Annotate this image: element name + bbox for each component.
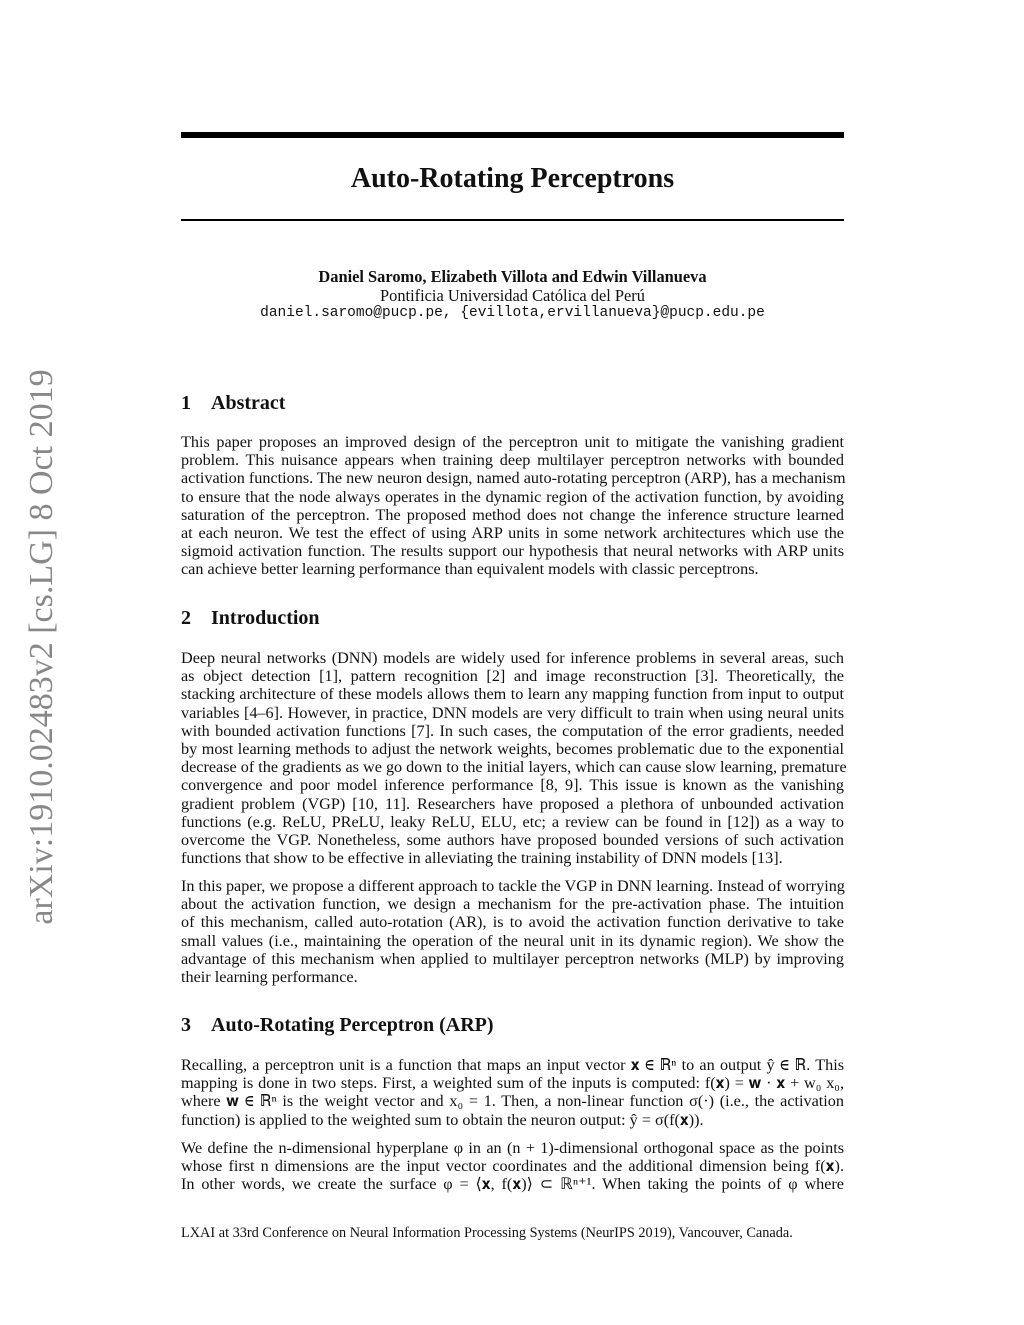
- section-title: Auto-Rotating Perceptron (ARP): [211, 1014, 494, 1036]
- text-line: mapping is done in two steps. First, a weighted sum of the inputs is computed: f(𝐱) = 𝐰 · 𝐱 + w₀ x₀,: [181, 1074, 844, 1093]
- text-line: whose first n dimensions are the input vector coordinates and the additional dimension being f(𝐱).: [181, 1157, 844, 1176]
- text-line: where 𝐰 ∈ ℝⁿ is the weight vector and x₀ = 1. Then, a non-linear function σ(·) (i.e., the activation: [181, 1092, 844, 1111]
- paragraph: [181, 1139, 844, 1194]
- text-line: advantage of this mechanism when applied to multilayer perceptron networks (MLP) by improving: [181, 949, 844, 968]
- affiliation: Pontificia Universidad Católica del Perú: [380, 286, 645, 305]
- text-line: at each neuron. We test the effect of using ARP units in some network architectures which use the: [181, 523, 844, 542]
- section-number: 3: [181, 1014, 191, 1036]
- text-line: their learning performance.: [181, 967, 358, 986]
- text-line: functions that show to be effective in alleviating the training instability of DNN models [13].: [181, 849, 783, 868]
- section-heading: [181, 392, 285, 415]
- section-number: 1: [181, 392, 191, 414]
- text-line: We define the n-dimensional hyperplane φ in an (n + 1)-dimensional orthogonal space as the points: [181, 1139, 844, 1157]
- text-line: problem. This nuisance appears when training deep multilayer perceptron networks with bounded: [181, 451, 844, 470]
- text-line: can achieve better learning performance than equivalent models with classic perceptrons.: [181, 560, 759, 579]
- paper-title: Auto-Rotating Perceptrons: [350, 163, 675, 194]
- title-rule-top: [181, 132, 844, 138]
- arxiv-stamp: arXiv:1910.02483v2 [cs.LG] 8 Oct 2019: [23, 369, 60, 925]
- paragraph: [181, 649, 847, 868]
- section-title: Abstract: [211, 392, 286, 414]
- text-line: In this paper, we propose a different approach to tackle the VGP in DNN learning. Instead of worrying: [181, 877, 845, 895]
- text-line: with bounded activation functions [7]. In such cases, the computation of the error gradients, needed: [181, 721, 844, 740]
- text-line: In other words, we create the surface φ = ⟨𝐱, f(𝐱)⟩ ⊂ ℝⁿ⁺¹. When taking the points of φ where: [181, 1175, 844, 1194]
- text-line: sigmoid activation function. The results support our hypothesis that neural networks with ARP units: [181, 542, 844, 561]
- section-heading: [181, 607, 320, 630]
- text-line: decrease of the gradients as we go down to the initial layers, which can cause slow learning, premature: [181, 758, 847, 777]
- text-line: saturation of the perceptron. The proposed method does not change the inference structure learned: [181, 505, 844, 524]
- title-rule-bottom: [181, 219, 844, 221]
- text-line: as object detection [1], pattern recognition [2] and image reconstruction [3]. Theoretically, the: [181, 667, 844, 686]
- text-line: stacking architecture of these models allows them to learn any mapping function from input to output: [181, 685, 844, 704]
- emails: daniel.saromo@pucp.pe, {evillota,ervillanueva}@pucp.edu.pe: [260, 305, 765, 321]
- text-line: variables [4–6]. However, in practice, DNN models are very difficult to train when using neural units: [181, 703, 844, 722]
- text-line: small values (i.e., maintaining the operation of the neural unit in its dynamic region). We show the: [181, 931, 844, 950]
- text-line: functions (e.g. ReLU, PReLU, leaky ReLU, ELU, etc; a review can be found in [12]) as a way to: [181, 812, 844, 831]
- paragraph: [181, 433, 844, 579]
- text-line: convergence and poor model inference performance [8, 9]. This issue is known as the vanishing: [181, 776, 844, 795]
- text-line: activation functions. The new neuron design, named auto-rotating perceptron (ARP), has a mechanism: [181, 469, 846, 488]
- text-line: of this mechanism, called auto-rotation (AR), is to avoid the activation function derivative to take: [181, 913, 844, 932]
- text-line: This paper proposes an improved design of the perceptron unit to mitigate the vanishing gradient: [181, 433, 844, 451]
- text-line: gradient problem (VGP) [10, 11]. Researchers have proposed a plethora of unbounded activation: [181, 794, 844, 813]
- paragraph: [181, 877, 844, 986]
- authors: Daniel Saromo, Elizabeth Villota and Edwin Villanueva: [318, 267, 707, 286]
- footer-note: LXAI at 33rd Conference on Neural Information Processing Systems (NeurIPS 2019), Vancouver, Canada.: [181, 1225, 793, 1241]
- text-line: by most learning methods to adjust the network weights, becomes problematic due to the exponential: [181, 739, 844, 758]
- text-line: function) is applied to the weighted sum to obtain the neuron output: ŷ = σ(f(𝐱)).: [181, 1110, 704, 1129]
- text-line: Deep neural networks (DNN) models are widely used for inference problems in several areas, such: [181, 649, 844, 667]
- text-line: to ensure that the node always operates in the dynamic region of the activation function, by avoiding: [181, 487, 844, 506]
- text-line: overcome the VGP. Nonetheless, some authors have proposed bounded versions of such activation: [181, 830, 844, 849]
- section-heading: [181, 1014, 494, 1037]
- text-line: about the activation function, we design a mechanism for the pre-activation phase. The intuition: [181, 895, 844, 914]
- text-line: Recalling, a perceptron unit is a function that maps an input vector 𝐱 ∈ ℝⁿ to an output ŷ ∈ ℝ. This: [181, 1056, 844, 1074]
- paragraph: [181, 1056, 844, 1129]
- section-title: Introduction: [211, 607, 320, 629]
- section-number: 2: [181, 607, 191, 629]
